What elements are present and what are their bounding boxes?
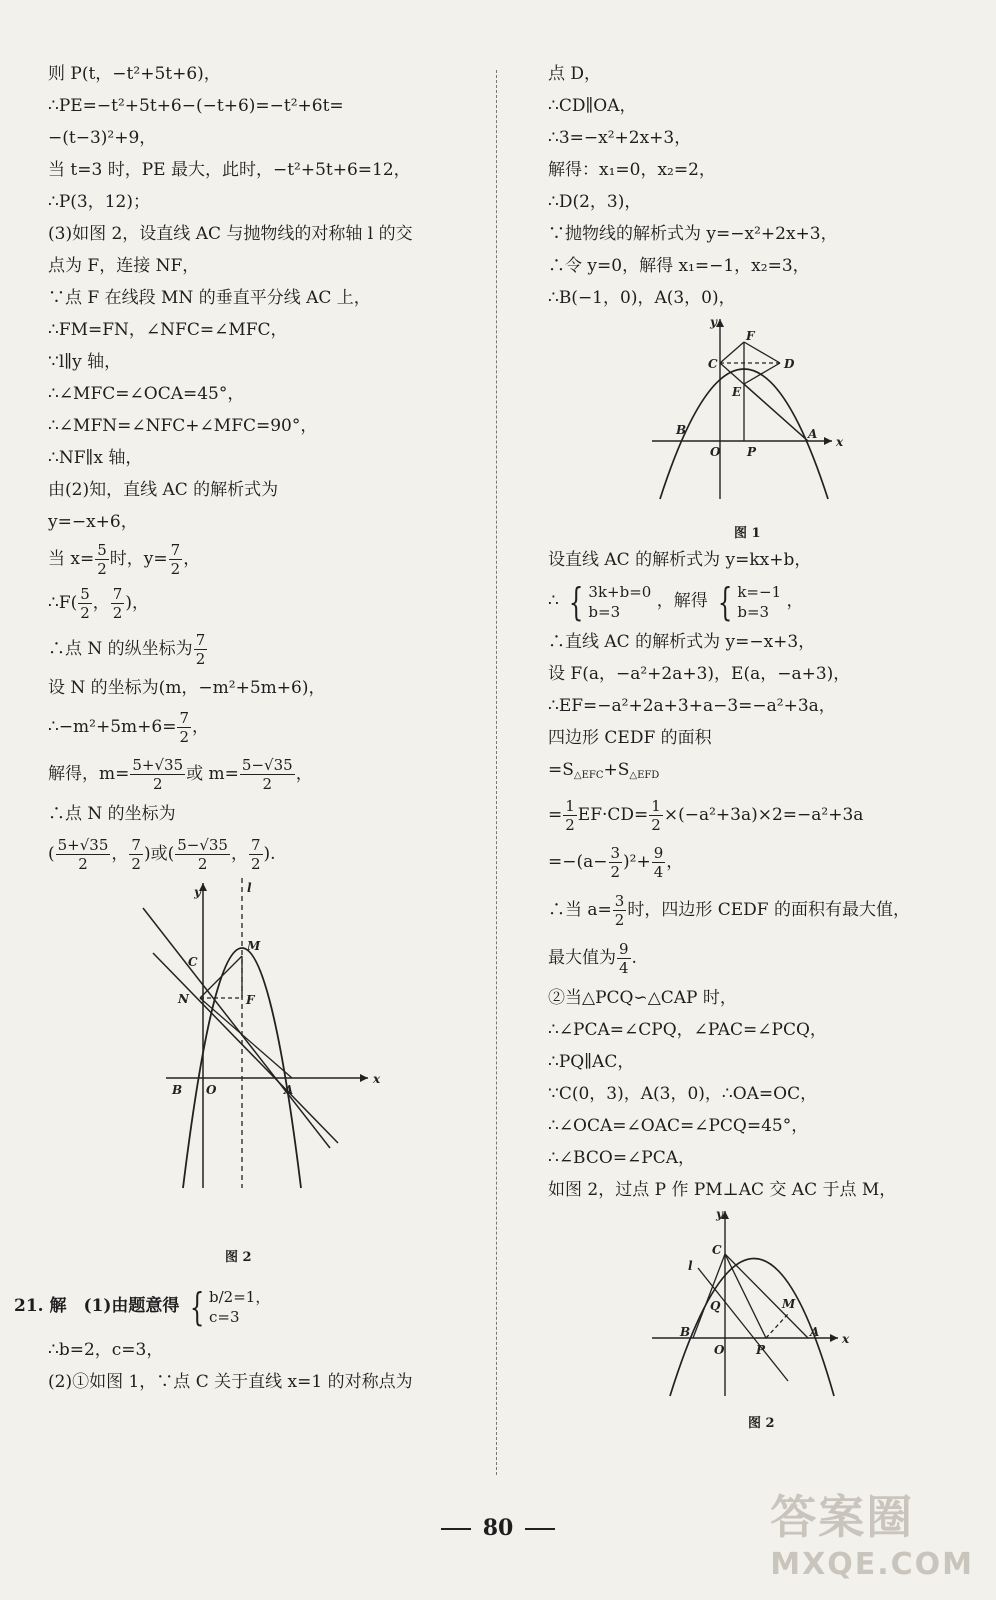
fraction: $\frac{3}{2}$ [610,844,621,881]
text-line: 如图 2，过点 P 作 PM⊥AC 交 AC 于点 M， [548,1180,897,1200]
fraction: $\frac{9}{4}$ [619,940,629,977]
figure-right-2 [548,1206,968,1436]
text-line: ∴PQ∥AC， [548,1052,635,1072]
text-line: ∴NF∥x 轴， [48,448,143,468]
figure-caption: 图 2 [225,1250,252,1265]
text-line: ∴∠MFN=∠NFC+∠MFC=90°， [48,416,318,436]
text-line: 由(2)知，直线 AC 的解析式为 [48,480,279,500]
text-line: 解得：x₁=0，x₂=2， [548,160,716,180]
text-line: ∵C(0，3)，A(3，0)，∴OA=OC， [548,1084,818,1104]
text-line: = $\frac{1}{2}$ EF·CD= $\frac{1}{2}$ ×(−a²+3a)×2=−a²+3a [548,797,864,834]
axis-label-x: x [373,1072,381,1086]
fraction: $\frac{3}{2}$ [614,892,625,929]
text-line: ∴∠MFC=∠OCA=45°， [48,384,245,404]
fraction: $\frac{7}{2}$ [195,631,206,668]
label-O: O [206,1083,217,1097]
label-C: C [708,357,718,371]
text-line: 点为 F，连接 NF， [48,256,200,276]
text-line: (3)如图 2，设直线 AC 与抛物线的对称轴 l 的交 [48,224,413,244]
right-column [548,58,968,1436]
fraction: $\frac{7}{2}$ [131,836,141,873]
text-line: −(t−3)²+9， [48,128,157,148]
label-P: P [756,1343,766,1357]
text-line: y=−x+6， [48,512,138,532]
text-line: ( $\frac{5+√35}{2}$ ， $\frac{7}{2}$ )或( $\frac{5-√35}{2}$ ， $\frac{7}{2}$ ). [48,836,276,873]
label-E: E [732,385,742,399]
text-line: ∵l∥y 轴， [48,352,122,372]
text-line: (2)①如图 1，∵点 C 关于直线 x=1 的对称点为 [48,1372,413,1392]
axis-label-y: y [194,885,201,899]
label-l: l [688,1259,693,1273]
label-N: N [178,992,189,1006]
text-line: ∴P(3，12)； [48,192,150,212]
page-number: 80 [0,1515,996,1541]
text-line: ∴点 N 的坐标为 [48,804,176,824]
figure-left-2 [48,878,484,1278]
label-M: M [247,939,261,953]
text-line: ∴当 a= $\frac{3}{2}$ 时，四边形 CEDF 的面积有最大值， [548,892,910,929]
text-line: ∴令 y=0，解得 x₁=−1，x₂=3， [548,256,810,276]
text-line: ∴B(−1，0)，A(3，0)， [548,288,736,308]
label-B: B [172,1083,183,1097]
label-C: C [188,955,198,969]
fraction: $\frac{5}{2}$ [97,541,107,578]
figure-caption: 图 1 [734,526,761,541]
text-line: ∴CD∥OA， [548,96,637,116]
label-A: A [810,1325,820,1339]
label-l: l [247,881,252,895]
label-O: O [710,445,721,459]
text-line: ∴b=2，c=3， [48,1340,164,1360]
text-line: ∵点 F 在线段 MN 的垂直平分线 AC 上， [48,288,371,308]
text-line: ∴∠BCO=∠PCA， [548,1148,696,1168]
text-line: 设 N 的坐标为(m，−m²+5m+6)， [48,678,326,698]
fraction: $\frac{5+√35}{2}$ [57,836,109,873]
text-line: 解得，m= $\frac{5+√35}{2}$ 或 m= $\frac{5-√35}{2}$ ， [48,756,313,793]
figure-caption: 图 2 [748,1416,775,1431]
left-column [14,58,484,1398]
label-Q: Q [710,1299,721,1313]
fraction: $\frac{1}{2}$ [651,797,661,834]
text-line: ∴FM=FN，∠NFC=∠MFC， [48,320,288,340]
fraction: $\frac{1}{2}$ [565,797,575,834]
fraction: $\frac{7}{2}$ [250,836,261,873]
text-line: 点 D， [548,64,602,84]
watermark-url: MXQE.COM [770,1547,974,1582]
parabola-diagram-2 [548,1206,968,1416]
text-line: 设直线 AC 的解析式为 y=kx+b， [548,550,812,570]
label-F: F [746,329,755,343]
label-F: F [246,993,255,1007]
fraction: $\frac{9}{4}$ [653,844,664,881]
label-D: D [784,357,795,371]
text-line: 当 x= $\frac{5}{2}$ 时，y= $\frac{7}{2}$ ， [48,541,201,578]
fraction: $\frac{7}{2}$ [170,541,181,578]
text-line: ∴F( $\frac{5}{2}$ ， $\frac{7}{2}$ )， [48,585,149,622]
label-P: P [747,445,757,459]
text-line: 最大值为 $\frac{9}{4}$ . [548,940,637,977]
fraction: $\frac{5-√35}{2}$ [177,836,228,873]
label-A: A [808,427,818,441]
text-line: 则 P(t，−t²+5t+6)， [48,64,221,84]
axis-label-y: y [716,1207,723,1221]
question-21: 21. 解 (1)由题意得 { b/2=1， c=3 [14,1284,271,1329]
label-A: A [284,1083,294,1097]
text-line: =−(a− $\frac{3}{2}$ )²+ $\frac{9}{4}$ ， [548,844,684,881]
label-M: M [782,1297,796,1311]
text-line: ∴EF=−a²+2a+3+a−3=−a²+3a， [548,696,836,716]
fraction: $\frac{7}{2}$ [179,709,190,746]
text-line: $=S_{\triangle EFC}+S_{\triangle EFD}$ [548,760,660,781]
fraction: $\frac{5}{2}$ [80,585,90,622]
text-line: 设 F(a，−a²+2a+3)，E(a，−a+3)， [548,664,851,684]
text-line: ∴PE=−t²+5t+6−(−t+6)=−t²+6t= [48,96,344,116]
figure-right-1 [548,314,968,544]
text-line: 当 t=3 时，PE 最大，此时，−t²+5t+6=12， [48,160,411,180]
text-line: ∴ { 3k+b=0 b=3 ，解得 { k=−1 b=3 ， [548,579,804,624]
text-line: ∴∠PCA=∠CPQ，∠PAC=∠PCQ， [548,1020,827,1040]
text-line: ∴直线 AC 的解析式为 y=−x+3， [548,632,816,652]
text-line: ∵抛物线的解析式为 y=−x²+2x+3， [548,224,838,244]
fraction: $\frac{5-√35}{2}$ [241,756,293,793]
label-B: B [676,423,687,437]
axis-label-x: x [842,1332,850,1346]
parabola-diagram-1 [548,314,968,524]
label-C: C [712,1243,722,1257]
fraction: $\frac{7}{2}$ [112,585,123,622]
text-line: ∴∠OCA=∠OAC=∠PCQ=45°， [548,1116,809,1136]
fraction: $\frac{5+√35}{2}$ [132,756,184,793]
label-B: B [680,1325,691,1339]
axis-label-y: y [710,315,717,329]
label-O: O [714,1343,725,1357]
parabola-diagram [48,878,484,1258]
text-line: 四边形 CEDF 的面积 [548,728,712,748]
watermark-logo: 答案圈 [770,1490,915,1544]
text-line: ∴点 N 的纵坐标为 $\frac{7}{2}$ [48,631,206,668]
axis-label-x: x [836,435,844,449]
text-line: ∴3=−x²+2x+3， [548,128,692,148]
text-line: ∴D(2，3)， [548,192,642,212]
column-divider [496,70,497,1475]
text-line: ②当△PCQ∽△CAP 时， [548,988,737,1008]
text-line: ∴−m²+5m+6= $\frac{7}{2}$ ， [48,709,210,746]
watermark [770,1481,974,1582]
